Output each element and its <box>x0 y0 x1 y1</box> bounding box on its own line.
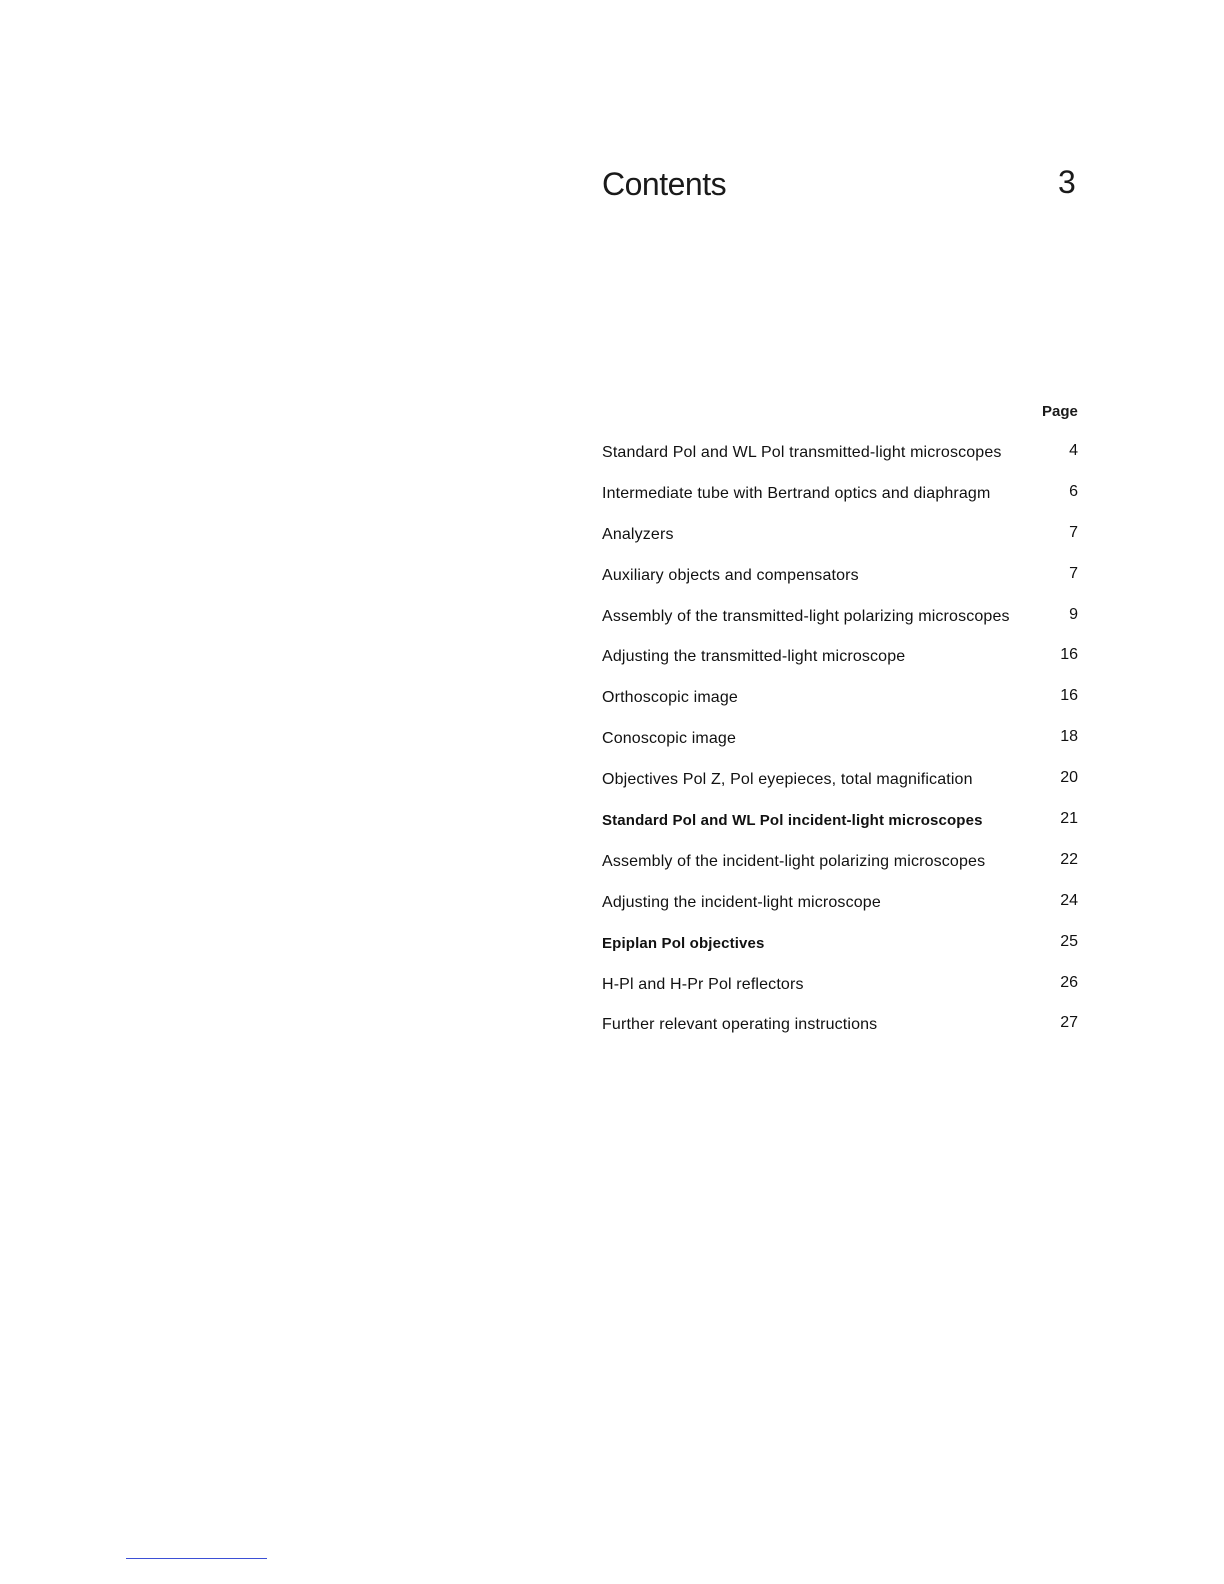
toc-entry[interactable] <box>602 851 1082 892</box>
toc-entry-page: 9 <box>1069 605 1078 623</box>
toc-entry-title: H-Pl and H-Pr Pol reflectors <box>602 975 804 993</box>
toc-entry-page: 22 <box>1060 850 1078 868</box>
toc-entry-title: Assembly of the transmitted-light polarizing microscopes <box>602 607 1010 625</box>
toc-entry-title: Standard Pol and WL Pol incident-light microscopes <box>602 812 983 830</box>
toc-entry-page: 7 <box>1069 564 1078 582</box>
toc-entry[interactable] <box>602 524 1082 565</box>
toc-entry-page: 16 <box>1060 646 1078 664</box>
toc-entry-title: Intermediate tube with Bertrand optics and diaphragm <box>602 484 991 502</box>
toc-entry-title: Analyzers <box>602 525 674 543</box>
toc-entry[interactable] <box>602 483 1082 524</box>
toc-entry[interactable] <box>602 1014 1082 1055</box>
toc-entry-page: 24 <box>1060 891 1078 909</box>
page-column-label: Page <box>1042 403 1078 420</box>
toc-entry-title: Orthoscopic image <box>602 689 738 707</box>
toc-entry-title: Assembly of the incident-light polarizing microscopes <box>602 852 986 870</box>
toc-entry-page: 20 <box>1060 769 1078 787</box>
toc-entry[interactable] <box>602 606 1082 647</box>
toc-entry-title: Adjusting the transmitted-light microscope <box>602 648 906 666</box>
toc-entry[interactable] <box>602 769 1082 810</box>
page-number: 3 <box>1058 164 1076 200</box>
footer-rule <box>126 1558 267 1559</box>
toc-entry-page: 16 <box>1060 687 1078 705</box>
toc-entry[interactable] <box>602 974 1082 1015</box>
toc-entry-title: Epiplan Pol objectives <box>602 934 765 952</box>
toc-entry[interactable] <box>602 687 1082 728</box>
toc-entry[interactable] <box>602 565 1082 606</box>
table-of-contents <box>602 442 1082 1055</box>
toc-entry-page: 25 <box>1060 932 1078 950</box>
toc-entry[interactable] <box>602 728 1082 769</box>
toc-entry-title: Standard Pol and WL Pol transmitted-light microscopes <box>602 444 1002 461</box>
toc-entry-page: 18 <box>1060 728 1078 746</box>
toc-entry-page: 27 <box>1060 1014 1078 1032</box>
toc-entry-page: 7 <box>1069 523 1078 541</box>
toc-entry-page: 21 <box>1060 810 1078 828</box>
toc-entry-title: Conoscopic image <box>602 730 737 748</box>
toc-entry[interactable] <box>602 442 1082 483</box>
toc-entry-title: Auxiliary objects and compensators <box>602 566 859 584</box>
toc-entry-title: Further relevant operating instructions <box>602 1016 878 1034</box>
toc-entry[interactable] <box>602 892 1082 933</box>
toc-entry-title: Adjusting the incident-light microscope <box>602 893 881 911</box>
toc-entry-page: 26 <box>1060 973 1078 991</box>
toc-entry[interactable] <box>602 646 1082 687</box>
toc-entry[interactable] <box>602 933 1082 974</box>
toc-entry-page: 6 <box>1069 482 1078 500</box>
page-title: Contents <box>602 166 727 202</box>
toc-entry[interactable] <box>602 810 1082 851</box>
toc-entry-page: 4 <box>1069 442 1078 459</box>
toc-entry-title: Objectives Pol Z, Pol eyepieces, total magnification <box>602 771 973 789</box>
